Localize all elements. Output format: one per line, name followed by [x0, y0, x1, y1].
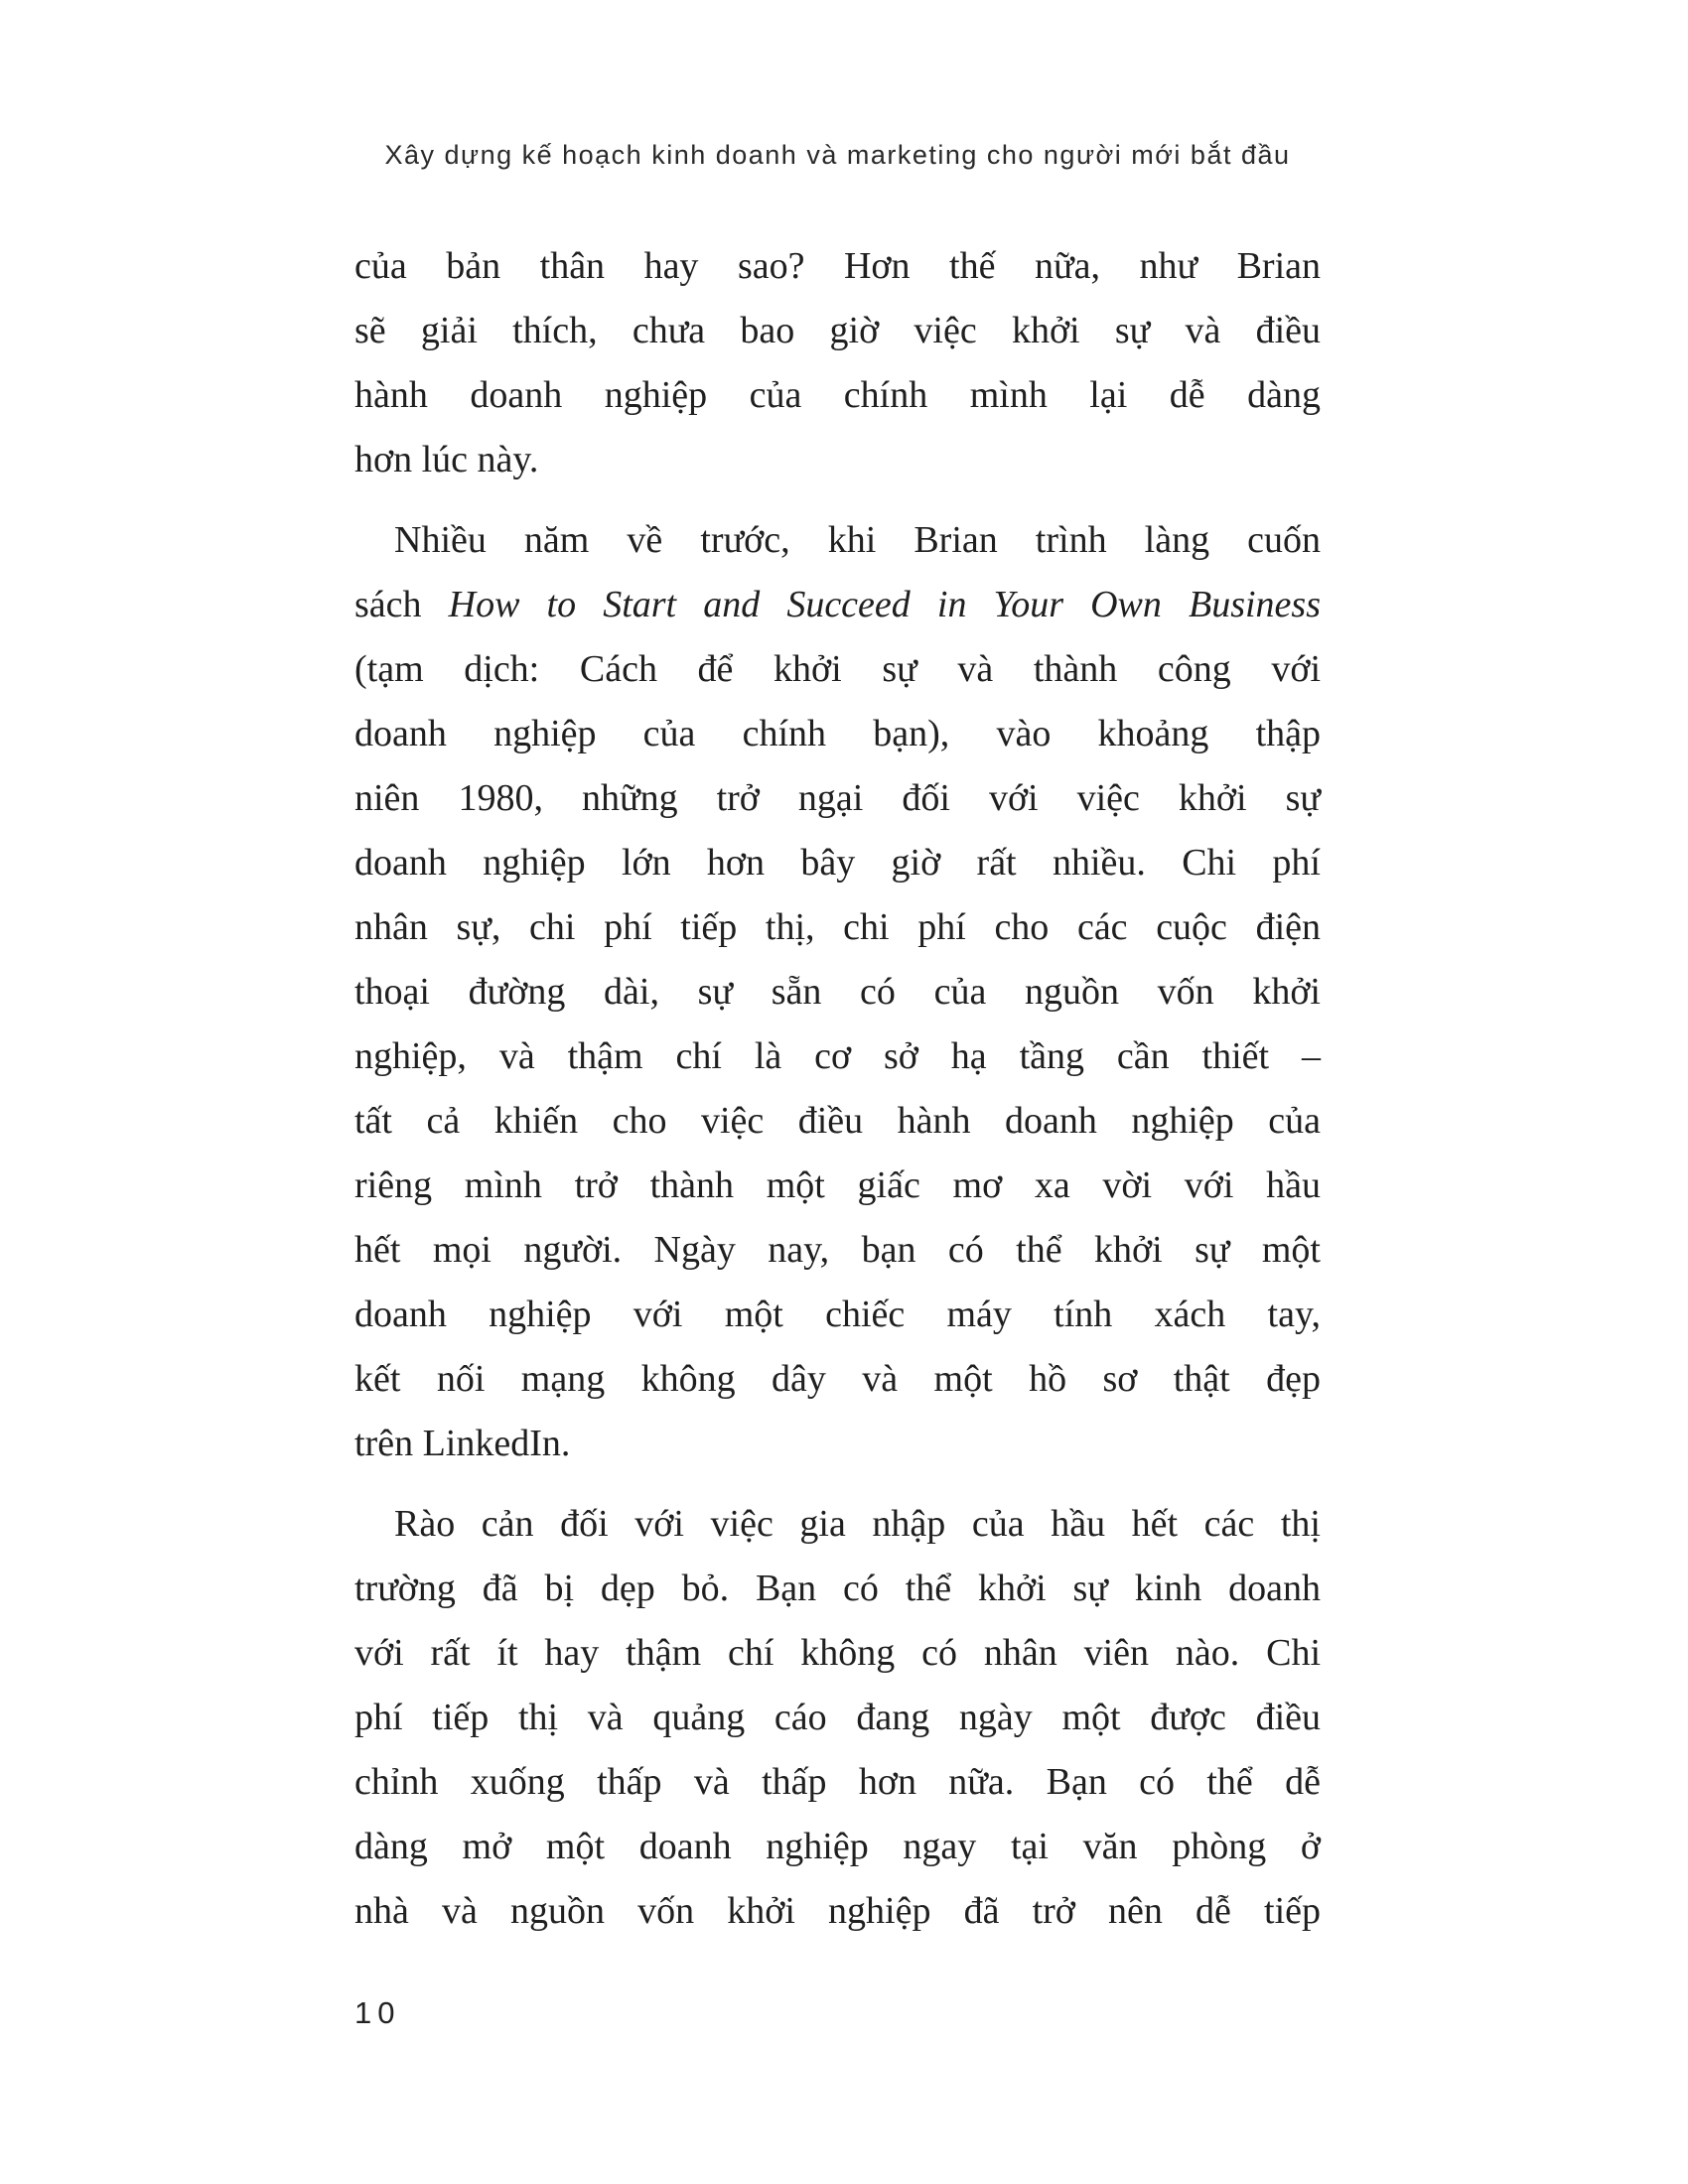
text-run: riêng mình trở thành một giấc mơ xa vời với hầu [354, 1164, 1321, 1206]
text-run: phí tiếp thị và quảng cáo đang ngày một được điều [354, 1697, 1321, 1738]
text-line [354, 363, 1321, 428]
text-line [354, 1492, 1321, 1557]
book-title-italic: How to Start and Succeed in Your Own Business [448, 584, 1321, 625]
text-run: hành doanh nghiệp của chính mình lại dễ dàng [354, 374, 1321, 416]
text-run: kết nối mạng không dây và một hồ sơ thật đẹp [354, 1358, 1321, 1400]
page-body [354, 234, 1321, 1944]
text-run: Nhiều năm về trước, khi Brian trình làng cuốn [394, 519, 1321, 561]
text-line [354, 1347, 1321, 1412]
paragraph [354, 234, 1321, 492]
text-line [354, 573, 1321, 637]
text-line [354, 508, 1321, 573]
text-line [354, 831, 1321, 895]
text-run: nhà và nguồn vốn khởi nghiệp đã trở nên dễ tiếp [354, 1890, 1321, 1932]
text-run: hơn lúc này. [354, 439, 539, 480]
text-line [354, 1750, 1321, 1815]
text-line [354, 766, 1321, 831]
text-line [354, 234, 1321, 299]
text-line [354, 1412, 1321, 1476]
text-run: trên LinkedIn. [354, 1423, 571, 1464]
text-line [354, 299, 1321, 363]
text-run: tất cả khiến cho việc điều hành doanh nghiệp của [354, 1100, 1321, 1142]
text-run: hết mọi người. Ngày nay, bạn có thể khởi sự một [354, 1229, 1321, 1271]
text-line [354, 1283, 1321, 1347]
text-run: dàng mở một doanh nghiệp ngay tại văn phòng ở [354, 1826, 1321, 1867]
text-line [354, 1089, 1321, 1154]
text-line [354, 1879, 1321, 1944]
text-run: niên 1980, những trở ngại đối với việc khởi sự [354, 777, 1321, 819]
text-line [354, 637, 1321, 702]
page-number: 10 [354, 1995, 401, 2030]
text-run: doanh nghiệp lớn hơn bây giờ rất nhiều. Chi phí [354, 842, 1321, 884]
text-line [354, 1154, 1321, 1218]
text-run: nhân sự, chi phí tiếp thị, chi phí cho các cuộc điện [354, 906, 1321, 948]
text-run: trường đã bị dẹp bỏ. Bạn có thể khởi sự kinh doanh [354, 1568, 1321, 1609]
text-line [354, 1815, 1321, 1879]
text-run: với rất ít hay thậm chí không có nhân viên nào. Chi [354, 1632, 1321, 1674]
text-run: doanh nghiệp của chính bạn), vào khoảng thập [354, 713, 1321, 754]
text-line [354, 960, 1321, 1024]
text-line [354, 428, 1321, 492]
paragraph [354, 1492, 1321, 1944]
text-run: nghiệp, và thậm chí là cơ sở hạ tầng cần thiết – [354, 1035, 1321, 1077]
text-run: doanh nghiệp với một chiếc máy tính xách tay, [354, 1294, 1321, 1335]
text-line [354, 1218, 1321, 1283]
paragraph [354, 508, 1321, 1476]
text-line [354, 1557, 1321, 1621]
text-run: sách [354, 584, 449, 625]
running-header: Xây dựng kế hoạch kinh doanh và marketing cho người mới bắt đầu [384, 140, 1291, 170]
text-line [354, 895, 1321, 960]
text-line [354, 702, 1321, 766]
text-run: thoại đường dài, sự sẵn có của nguồn vốn khởi [354, 971, 1321, 1013]
text-line [354, 1621, 1321, 1686]
text-run: của bản thân hay sao? Hơn thế nữa, như Brian [354, 245, 1321, 287]
text-run: sẽ giải thích, chưa bao giờ việc khởi sự và điều [354, 310, 1321, 351]
text-line [354, 1024, 1321, 1089]
text-line [354, 1686, 1321, 1750]
text-run: (tạm dịch: Cách để khởi sự và thành công với [354, 648, 1321, 690]
text-run: Rào cản đối với việc gia nhập của hầu hết các thị [394, 1503, 1321, 1545]
text-run: chỉnh xuống thấp và thấp hơn nữa. Bạn có thể dễ [354, 1761, 1321, 1803]
